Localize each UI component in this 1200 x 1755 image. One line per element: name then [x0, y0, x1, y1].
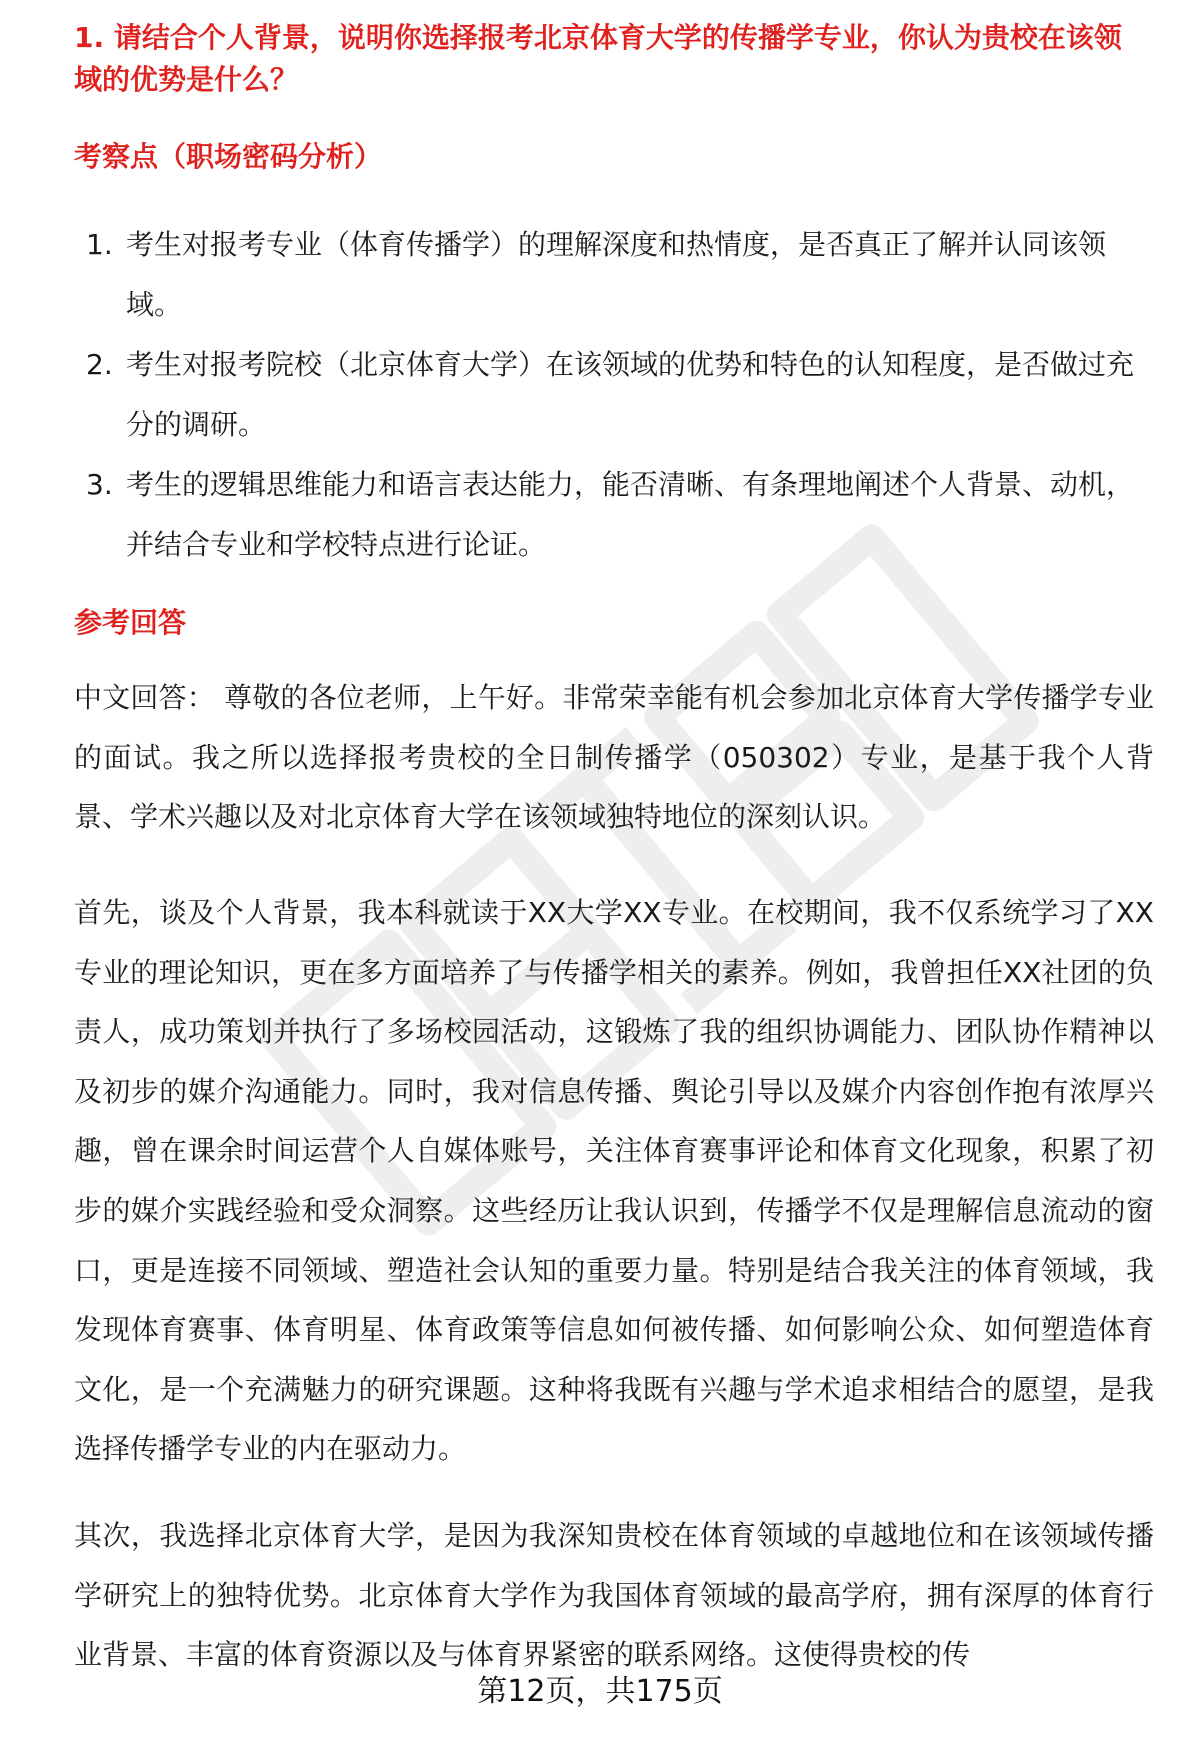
question-title: [74, 60, 298, 100]
list-item-number: 3.: [86, 468, 113, 501]
list-item-number: 1.: [86, 228, 113, 261]
page-number: 第12页，共175页: [477, 1674, 723, 1709]
list-item: [74, 455, 1154, 575]
answer-heading: [74, 603, 186, 643]
assessment-points-list: [74, 215, 1154, 575]
question-cut-line: 1. 请结合个人背景，说明你选择报考北京体育大学的传播学专业，你认为贵校在该领: [74, 21, 1122, 54]
list-item: [74, 335, 1154, 455]
question-title-text: 域的优势是什么？: [74, 63, 299, 96]
list-item-text: 考生的逻辑思维能力和语言表达能力，能否清晰、有条理地阐述个人背景、动机，并结合专业和学校特点进行论证。: [126, 468, 1135, 561]
answer-paragraph-2: 首先，谈及个人背景，我本科就读于XX大学XX专业。在校期间，我不仅系统学习了XX专业的理论知识，更在多方面培养了与传播学相关的素养。例如，我曾担任XX社团的负责人，成功策划并执行了多场校园活动，这锻炼了我的组织协调能力、团队协作精神以及初步的媒介沟通能力。同时，我对信息传播、舆论引导以及媒介内容创作抱有浓厚兴趣，曾在课余时间运营个人自媒体账号，关注体育赛事评论和体育文化现象，积累了初步的媒介实践经验和受众洞察。这些经历让我认识到，传播学不仅是理解信息流动的窗口，更是连接不同领域、塑造社会认知的重要力量。特别是结合我关注的体育领域，我发现体育赛事、体育明星、体育政策等信息如何被传播、如何影响公众、如何塑造体育文化，是一个充满魅力的研究课题。这种将我既有兴趣与学术追求相结合的愿望，是我选择传播学专业的内在驱动力。: [74, 896, 1154, 1466]
list-item-text: 考生对报考专业（体育传播学）的理解深度和热情度，是否真正了解并认同该领域。: [126, 228, 1107, 321]
assessment-heading: [74, 137, 382, 177]
assessment-heading-text: 考察点（职场密码分析）: [74, 140, 383, 173]
answer-heading-text: 参考回答: [74, 606, 187, 639]
answer-paragraph-1: 中文回答： 尊敬的各位老师，上午好。非常荣幸能有机会参加北京体育大学传播学专业的面试。我之所以选择报考贵校的全日制传播学（050302）专业，是基于我个人背景、学术兴趣以及对北京体育大学在该领域独特地位的深刻认识。: [74, 681, 1154, 834]
list-item: [74, 215, 1154, 335]
list-item-text: 考生对报考院校（北京体育大学）在该领域的优势和特色的认知程度，是否做过充分的调研。: [126, 348, 1135, 441]
list-item-number: 2.: [86, 348, 113, 381]
answer-paragraph-3: 其次，我选择北京体育大学，是因为我深知贵校在体育领域的卓越地位和在该领域传播学研究上的独特优势。北京体育大学作为我国体育领域的最高学府，拥有深厚的体育行业背景、丰富的体育资源以及与体育界紧密的联系网络。这使得贵校的传: [74, 1519, 1154, 1672]
